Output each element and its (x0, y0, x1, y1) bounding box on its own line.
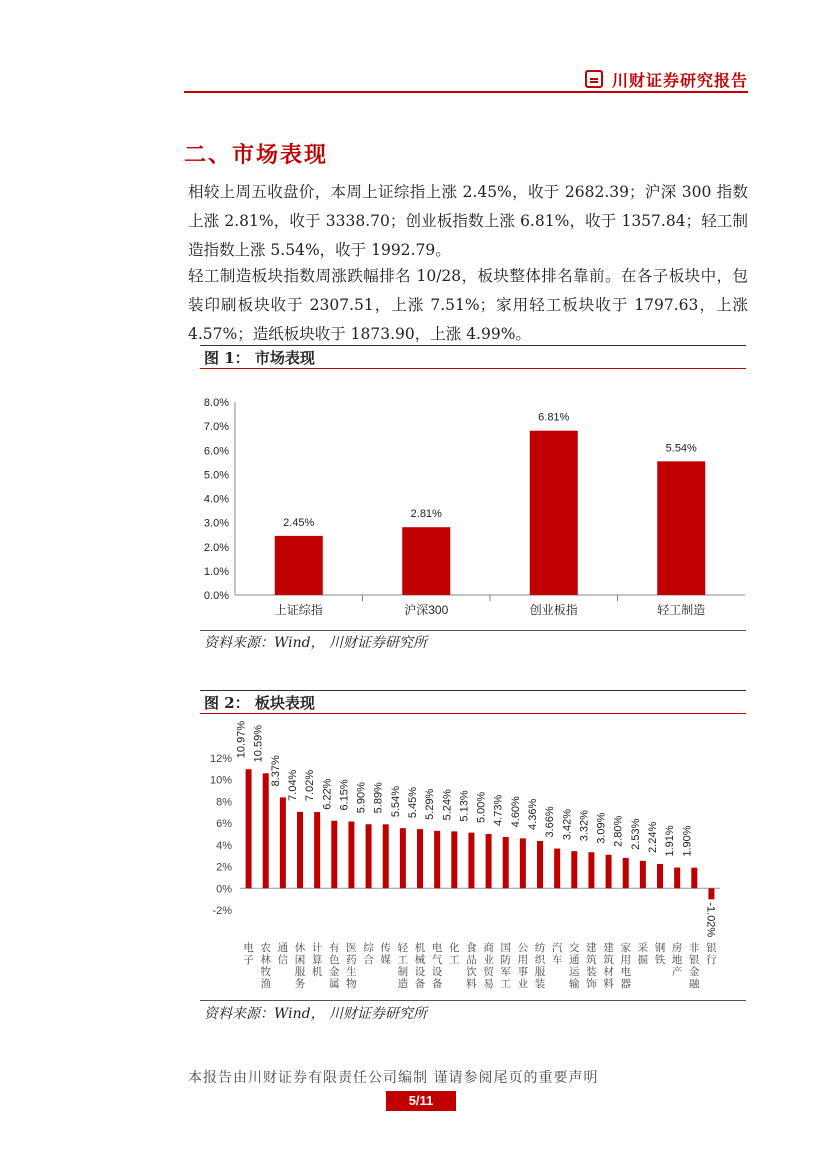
sector-category-label: 综合 (363, 942, 374, 966)
sector-value-label: 5.54% (389, 785, 402, 818)
figure-2-source: 资料来源：Wind， 川财证券研究所 (204, 1006, 428, 1022)
sector-value-label: 5.00% (475, 791, 488, 823)
sector-category-label: 电子 (243, 942, 254, 966)
sector-category-label: 钢铁 (654, 942, 666, 966)
sector-value-label: 3.42% (561, 808, 574, 841)
y-tick-label: 10% (209, 774, 232, 787)
sector-bar-17 (520, 838, 526, 888)
sector-bar-7 (348, 822, 354, 889)
sector-category-label: 电气设备 (431, 942, 443, 990)
y-tick-label: 12% (209, 753, 232, 765)
sector-value-label: -1.02% (704, 902, 717, 938)
sector-category-label: 建筑装饰 (586, 942, 597, 990)
sector-bar-22 (606, 855, 612, 889)
bar-2 (402, 527, 450, 595)
sector-value-label: 5.45% (407, 786, 419, 819)
sector-bar-4 (297, 812, 303, 888)
sector-value-label: 3.32% (578, 810, 591, 842)
sector-bar-2 (263, 773, 269, 888)
sector-category-label: 农林牧渔 (260, 942, 271, 990)
sector-value-label: 4.60% (509, 796, 522, 828)
category-label: 创业板指 (529, 603, 578, 617)
sector-value-label: 5.29% (424, 788, 437, 820)
y-tick-label: -2% (212, 905, 232, 917)
sector-value-label: 6.15% (338, 779, 351, 811)
y-tick-label: 1.0% (203, 565, 229, 578)
sector-bar-9 (383, 824, 389, 888)
figure-2-chart (200, 716, 746, 1001)
y-tick-label: 3.0% (203, 517, 229, 530)
sector-category-label: 机械设备 (414, 942, 426, 990)
sector-bar-25 (657, 864, 663, 888)
figure-1-chart (200, 370, 746, 631)
sector-value-label: 8.37% (269, 755, 282, 787)
bar-value-label: 2.81% (410, 508, 442, 521)
sector-category-label: 房地产 (671, 942, 683, 978)
bar-4 (657, 461, 705, 595)
sector-value-label: 1.91% (664, 825, 677, 857)
sector-bar-27 (691, 868, 697, 889)
sector-performance-chart (200, 716, 746, 1000)
sector-bar-16 (503, 837, 509, 888)
y-tick-label: 2% (216, 861, 232, 874)
sector-category-label: 家用电器 (620, 942, 631, 990)
brand-logo-icon (585, 70, 603, 88)
sector-category-label: 银行 (706, 942, 717, 966)
bar-value-label: 6.81% (538, 411, 570, 424)
sector-bar-10 (400, 828, 406, 888)
sector-bar-24 (640, 861, 646, 888)
sector-value-label: 1.90% (681, 825, 694, 857)
sector-bar-8 (366, 824, 372, 888)
sector-bar-26 (674, 868, 680, 889)
bar-value-label: 2.45% (283, 516, 315, 529)
sector-category-label: 公用事业 (517, 942, 529, 990)
figure-1-title: 图 1： 市场表现 (200, 345, 746, 369)
sector-bar-13 (451, 831, 457, 888)
y-tick-label: 5.0% (203, 469, 229, 482)
sector-value-label: 5.24% (441, 789, 454, 821)
page-number: 5/11 (386, 1091, 456, 1111)
sector-value-label: 2.53% (629, 818, 642, 850)
sector-bar-15 (486, 834, 492, 888)
sector-value-label: 2.80% (612, 815, 625, 847)
y-tick-label: 8.0% (203, 397, 229, 409)
paragraph-sector-summary: 轻工制造板块指数周涨跌幅排名 10/28，板块整体排名靠前。在各子板块中，包装印刷板块收于 2307.51，上涨 7.51%；家用轻工板块收于 1797.63，上涨 4.57%；造纸板块收于 1873.90，上涨 4.99%。 (188, 267, 748, 343)
y-tick-label: 2.0% (203, 541, 229, 554)
sector-value-label: 3.66% (544, 806, 557, 838)
sector-category-label: 医药生物 (346, 942, 357, 990)
report-header-title: 川财证券研究报告 (612, 71, 749, 90)
sector-value-label: 6.22% (321, 778, 334, 810)
sector-category-label: 建筑材料 (603, 942, 614, 990)
bar-3 (530, 431, 578, 595)
sector-category-label: 国防军工 (500, 942, 511, 990)
sector-category-label: 纺织服装 (534, 942, 546, 990)
sector-value-label: 7.04% (287, 769, 299, 801)
sector-category-label: 休闲服务 (294, 942, 306, 990)
figure-1-source: 资料来源：Wind， 川财证券研究所 (204, 635, 428, 651)
sector-bar-19 (554, 849, 560, 889)
sector-bar-12 (434, 831, 440, 888)
y-tick-label: 6% (216, 818, 232, 831)
sector-bar-1 (246, 769, 252, 888)
sector-value-label: 3.09% (595, 812, 608, 844)
sector-category-label: 交通运输 (569, 942, 580, 990)
y-tick-label: 6.0% (203, 445, 229, 458)
y-tick-label: 4.0% (203, 493, 229, 506)
sector-value-label: 10.59% (252, 724, 265, 763)
sector-category-label: 采掘 (637, 942, 649, 966)
sector-value-label: 4.36% (527, 798, 539, 830)
sector-category-label: 通信 (277, 942, 289, 966)
sector-bar-6 (331, 821, 337, 889)
sector-value-label: 5.89% (372, 782, 385, 814)
sector-category-label: 化工 (449, 942, 460, 966)
sector-category-label: 非银金融 (689, 942, 700, 990)
paragraph-market-summary: 相较上周五收盘价，本周上证综指上涨 2.45%，收于 2682.39；沪深 300 指数上涨 2.81%，收于 3338.70；创业板指数上涨 6.81%，收于 1357.84；轻工制造指数上涨 5.54%，收于 1992.79。 (188, 183, 748, 259)
sector-bar-23 (623, 858, 629, 888)
sector-value-label: 5.90% (355, 782, 368, 814)
y-tick-label: 0% (216, 883, 232, 896)
y-tick-label: 0.0% (203, 590, 229, 602)
sector-bar-20 (571, 851, 577, 888)
sector-bar-3 (280, 797, 286, 888)
market-performance-chart (200, 370, 746, 630)
sector-bar-18 (537, 841, 543, 888)
sector-bar-21 (588, 852, 594, 888)
sector-category-label: 传媒 (380, 942, 391, 966)
bar-value-label: 5.54% (665, 442, 697, 455)
sector-category-label: 计算机 (311, 942, 323, 978)
section-title: 二、市场表现 (184, 142, 329, 168)
sector-category-label: 汽车 (551, 942, 563, 966)
bar-1 (275, 536, 323, 595)
sector-value-label: 7.02% (304, 769, 317, 802)
y-tick-label: 7.0% (203, 421, 229, 434)
y-tick-label: 4% (216, 839, 232, 852)
sector-value-label: 2.24% (647, 821, 659, 853)
sector-value-label: 5.13% (458, 790, 471, 822)
category-label: 轻工制造 (657, 603, 706, 617)
sector-category-label: 商业贸易 (483, 942, 494, 990)
sector-value-label: 10.97% (235, 720, 248, 759)
category-label: 上证综指 (274, 603, 323, 617)
sector-bar-28 (708, 888, 714, 899)
sector-bar-11 (417, 829, 423, 888)
sector-category-label: 轻工制造 (397, 942, 409, 990)
y-tick-label: 8% (216, 796, 232, 809)
sector-category-label: 食品饮料 (466, 942, 477, 990)
sector-value-label: 4.73% (492, 794, 505, 826)
sector-bar-5 (314, 812, 320, 888)
category-label: 沪深300 (404, 603, 449, 617)
sector-category-label: 有色金属 (329, 942, 340, 990)
figure-2-title: 图 2： 板块表现 (200, 690, 746, 714)
sector-bar-14 (468, 833, 474, 889)
header-divider (184, 91, 748, 93)
footer-disclaimer: 本报告由川财证券有限责任公司编制 谨请参阅尾页的重要声明 (188, 1070, 599, 1086)
